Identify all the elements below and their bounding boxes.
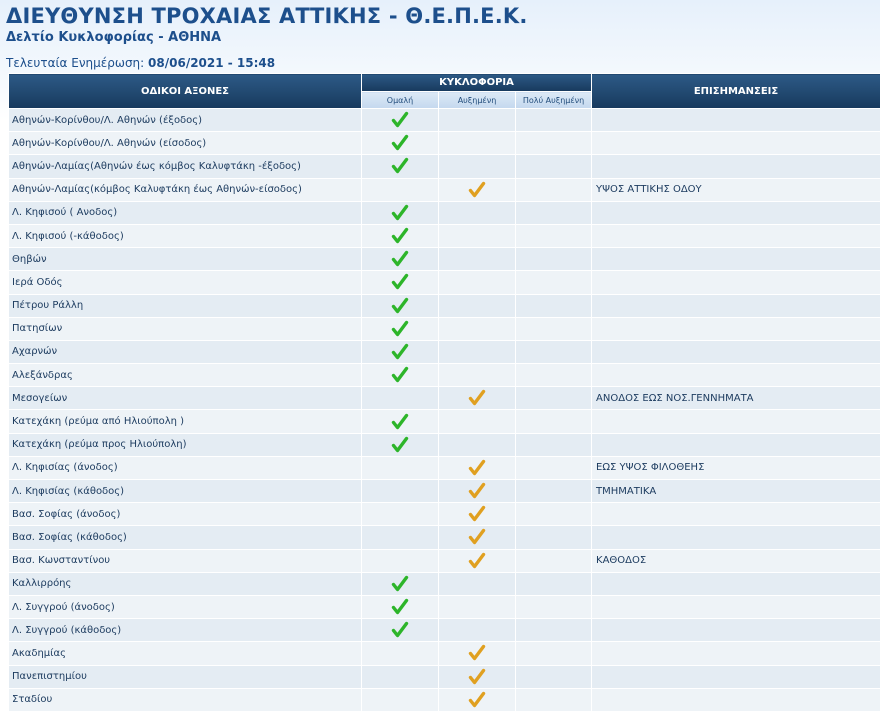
traffic-level-cell	[362, 294, 439, 317]
traffic-level-cell	[516, 480, 592, 503]
traffic-level-cell	[439, 340, 516, 363]
table-row	[9, 480, 880, 503]
road-name: Ακαδημίας	[9, 642, 362, 665]
check-yellow-icon	[468, 644, 486, 662]
traffic-level-cell	[516, 642, 592, 665]
header-level-normal: Ομαλή	[362, 92, 439, 109]
table-row	[9, 665, 880, 688]
check-green-icon	[391, 621, 409, 639]
road-note	[592, 294, 880, 317]
road-note: ΥΨΟΣ ΑΤΤΙΚΗΣ ΟΔΟΥ	[592, 178, 880, 201]
traffic-level-cell	[516, 364, 592, 387]
check-green-icon	[391, 320, 409, 338]
road-name: Πανεπιστημίου	[9, 665, 362, 688]
traffic-level-cell	[362, 155, 439, 178]
table-row	[9, 688, 880, 711]
traffic-level-cell	[439, 109, 516, 132]
table-row	[9, 410, 880, 433]
road-name: Βασ. Κωνσταντίνου	[9, 549, 362, 572]
traffic-level-cell	[516, 410, 592, 433]
last-update-value: 08/06/2021 - 15:48	[148, 56, 276, 70]
traffic-level-cell	[439, 503, 516, 526]
traffic-level-cell	[439, 456, 516, 479]
table-row	[9, 387, 880, 410]
road-name: Βασ. Σοφίας (κάθοδος)	[9, 526, 362, 549]
traffic-level-cell	[516, 688, 592, 711]
traffic-level-cell	[439, 595, 516, 618]
traffic-level-cell	[516, 595, 592, 618]
check-yellow-icon	[468, 528, 486, 546]
table-row	[9, 456, 880, 479]
traffic-level-cell	[362, 549, 439, 572]
check-green-icon	[391, 366, 409, 384]
road-note	[592, 526, 880, 549]
road-name: Βασ. Σοφίας (άνοδος)	[9, 503, 362, 526]
traffic-level-cell	[362, 595, 439, 618]
traffic-level-cell	[362, 526, 439, 549]
traffic-level-cell	[516, 224, 592, 247]
road-name: Λ. Συγγρού (άνοδος)	[9, 595, 362, 618]
check-green-icon	[391, 436, 409, 454]
road-note	[592, 132, 880, 155]
table-row	[9, 572, 880, 595]
table-row	[9, 201, 880, 224]
traffic-level-cell	[439, 132, 516, 155]
road-name: Ιερά Οδός	[9, 271, 362, 294]
road-note: ΕΩΣ ΥΨΟΣ ΦΙΛΟΘΕΗΣ	[592, 456, 880, 479]
traffic-level-cell	[362, 340, 439, 363]
traffic-level-cell	[439, 549, 516, 572]
check-yellow-icon	[468, 459, 486, 477]
traffic-level-cell	[439, 317, 516, 340]
traffic-level-cell	[516, 340, 592, 363]
traffic-level-cell	[516, 433, 592, 456]
road-name: Αθηνών-Λαμίας(κόμβος Καλυφτάκη έως Αθηνών-είσοδος)	[9, 178, 362, 201]
check-green-icon	[391, 204, 409, 222]
traffic-level-cell	[516, 317, 592, 340]
traffic-level-cell	[439, 155, 516, 178]
road-name: Σταδίου	[9, 688, 362, 711]
traffic-level-cell	[516, 294, 592, 317]
traffic-level-cell	[362, 317, 439, 340]
traffic-level-cell	[439, 387, 516, 410]
table-row	[9, 642, 880, 665]
traffic-level-cell	[516, 132, 592, 155]
traffic-level-cell	[362, 132, 439, 155]
header-roads: ΟΔΙΚΟΙ ΑΞΟΝΕΣ	[9, 74, 362, 109]
traffic-level-cell	[439, 480, 516, 503]
table-row	[9, 526, 880, 549]
road-note: ΑΝΟΔΟΣ ΕΩΣ ΝΟΣ.ΓΕΝΝΗΜΑΤΑ	[592, 387, 880, 410]
traffic-level-cell	[439, 572, 516, 595]
road-note	[592, 619, 880, 642]
traffic-level-cell	[439, 364, 516, 387]
traffic-level-cell	[362, 109, 439, 132]
table-row	[9, 178, 880, 201]
traffic-level-cell	[439, 248, 516, 271]
table-row	[9, 317, 880, 340]
traffic-level-cell	[362, 572, 439, 595]
road-note	[592, 503, 880, 526]
table-row	[9, 155, 880, 178]
header-level-very-increased: Πολύ Αυξημένη	[516, 92, 592, 109]
traffic-level-cell	[362, 178, 439, 201]
check-yellow-icon	[468, 482, 486, 500]
traffic-level-cell	[516, 201, 592, 224]
road-note	[592, 201, 880, 224]
check-green-icon	[391, 227, 409, 245]
traffic-level-cell	[439, 526, 516, 549]
table-row	[9, 364, 880, 387]
check-yellow-icon	[468, 668, 486, 686]
check-yellow-icon	[468, 181, 486, 199]
road-note	[592, 572, 880, 595]
table-row	[9, 248, 880, 271]
table-row	[9, 294, 880, 317]
traffic-level-cell	[362, 410, 439, 433]
traffic-level-cell	[439, 224, 516, 247]
check-yellow-icon	[468, 505, 486, 523]
road-name: Αθηνών-Κορίνθου/Λ. Αθηνών (είσοδος)	[9, 132, 362, 155]
road-note	[592, 340, 880, 363]
road-note	[592, 642, 880, 665]
traffic-level-cell	[516, 387, 592, 410]
traffic-level-cell	[362, 364, 439, 387]
header-notes: ΕΠΙΣΗΜΑΝΣΕΙΣ	[592, 74, 880, 109]
road-name: Λ. Κηφισίας (κάθοδος)	[9, 480, 362, 503]
road-name: Λ. Κηφισού ( Ανοδος)	[9, 201, 362, 224]
check-yellow-icon	[468, 691, 486, 709]
table-row	[9, 109, 880, 132]
traffic-level-cell	[439, 178, 516, 201]
road-note	[592, 688, 880, 711]
road-note	[592, 665, 880, 688]
road-note	[592, 433, 880, 456]
traffic-level-cell	[362, 665, 439, 688]
traffic-level-cell	[516, 503, 592, 526]
traffic-level-cell	[516, 155, 592, 178]
traffic-level-cell	[439, 619, 516, 642]
table-row	[9, 132, 880, 155]
table-row	[9, 433, 880, 456]
header-traffic: ΚΥΚΛΟΦΟΡΙΑ	[362, 74, 592, 92]
traffic-level-cell	[362, 480, 439, 503]
road-note: ΚΑΘΟΔΟΣ	[592, 549, 880, 572]
traffic-table	[8, 73, 880, 712]
check-green-icon	[391, 413, 409, 431]
check-green-icon	[391, 157, 409, 175]
traffic-level-cell	[516, 549, 592, 572]
traffic-level-cell	[516, 526, 592, 549]
traffic-level-cell	[362, 503, 439, 526]
check-green-icon	[391, 575, 409, 593]
check-yellow-icon	[468, 552, 486, 570]
road-note	[592, 109, 880, 132]
road-name: Αθηνών-Κορίνθου/Λ. Αθηνών (έξοδος)	[9, 109, 362, 132]
traffic-level-cell	[516, 248, 592, 271]
check-green-icon	[391, 273, 409, 291]
traffic-level-cell	[516, 572, 592, 595]
traffic-level-cell	[439, 410, 516, 433]
road-name: Μεσογείων	[9, 387, 362, 410]
traffic-level-cell	[362, 688, 439, 711]
road-name: Αθηνών-Λαμίας(Αθηνών έως κόμβος Καλυφτάκη -έξοδος)	[9, 155, 362, 178]
traffic-level-cell	[362, 642, 439, 665]
traffic-level-cell	[516, 178, 592, 201]
road-name: Καλλιρρόης	[9, 572, 362, 595]
traffic-level-cell	[516, 271, 592, 294]
traffic-level-cell	[439, 665, 516, 688]
road-name: Θηβών	[9, 248, 362, 271]
table-row	[9, 340, 880, 363]
table-row	[9, 549, 880, 572]
table-row	[9, 619, 880, 642]
table-row	[9, 595, 880, 618]
table-row	[9, 224, 880, 247]
road-note	[592, 224, 880, 247]
traffic-level-cell	[439, 271, 516, 294]
page-title: ΔΙΕΥΘΥΝΣΗ ΤΡΟΧΑΙΑΣ ΑΤΤΙΚΗΣ - Θ.Ε.Π.Ε.Κ.	[6, 4, 528, 28]
check-green-icon	[391, 598, 409, 616]
traffic-level-cell	[439, 688, 516, 711]
traffic-level-cell	[362, 201, 439, 224]
traffic-level-cell	[439, 294, 516, 317]
check-green-icon	[391, 111, 409, 129]
traffic-level-cell	[362, 387, 439, 410]
road-note	[592, 364, 880, 387]
check-green-icon	[391, 297, 409, 315]
header-level-increased: Αυξημένη	[439, 92, 516, 109]
check-green-icon	[391, 343, 409, 361]
road-note	[592, 271, 880, 294]
check-green-icon	[391, 250, 409, 268]
road-name: Πατησίων	[9, 317, 362, 340]
road-name: Κατεχάκη (ρεύμα προς Ηλιούπολη)	[9, 433, 362, 456]
road-note	[592, 248, 880, 271]
road-name: Λ. Συγγρού (κάθοδος)	[9, 619, 362, 642]
traffic-level-cell	[362, 248, 439, 271]
road-note	[592, 155, 880, 178]
road-name: Αλεξάνδρας	[9, 364, 362, 387]
road-name: Κατεχάκη (ρεύμα από Ηλιούπολη )	[9, 410, 362, 433]
traffic-rows	[9, 109, 880, 712]
road-name: Λ. Κηφισού (-κάθοδος)	[9, 224, 362, 247]
traffic-level-cell	[439, 642, 516, 665]
traffic-level-cell	[362, 619, 439, 642]
page-subtitle: Δελτίο Κυκλοφορίας - ΑΘΗΝΑ	[6, 30, 222, 45]
traffic-level-cell	[362, 271, 439, 294]
traffic-level-cell	[362, 224, 439, 247]
check-green-icon	[391, 134, 409, 152]
road-note	[592, 595, 880, 618]
traffic-level-cell	[516, 619, 592, 642]
traffic-level-cell	[516, 109, 592, 132]
traffic-level-cell	[439, 433, 516, 456]
last-update	[6, 56, 880, 70]
road-note: ΤΜΗΜΑΤΙΚΑ	[592, 480, 880, 503]
check-yellow-icon	[468, 389, 486, 407]
traffic-level-cell	[439, 201, 516, 224]
table-row	[9, 503, 880, 526]
traffic-level-cell	[362, 456, 439, 479]
page-header	[0, 0, 880, 68]
road-name: Αχαρνών	[9, 340, 362, 363]
road-name: Πέτρου Ράλλη	[9, 294, 362, 317]
last-update-label: Τελευταία Ενημέρωση:	[6, 56, 145, 70]
road-note	[592, 410, 880, 433]
road-note	[592, 317, 880, 340]
traffic-level-cell	[516, 665, 592, 688]
traffic-level-cell	[516, 456, 592, 479]
road-name: Λ. Κηφισίας (άνοδος)	[9, 456, 362, 479]
table-row	[9, 271, 880, 294]
traffic-level-cell	[362, 433, 439, 456]
